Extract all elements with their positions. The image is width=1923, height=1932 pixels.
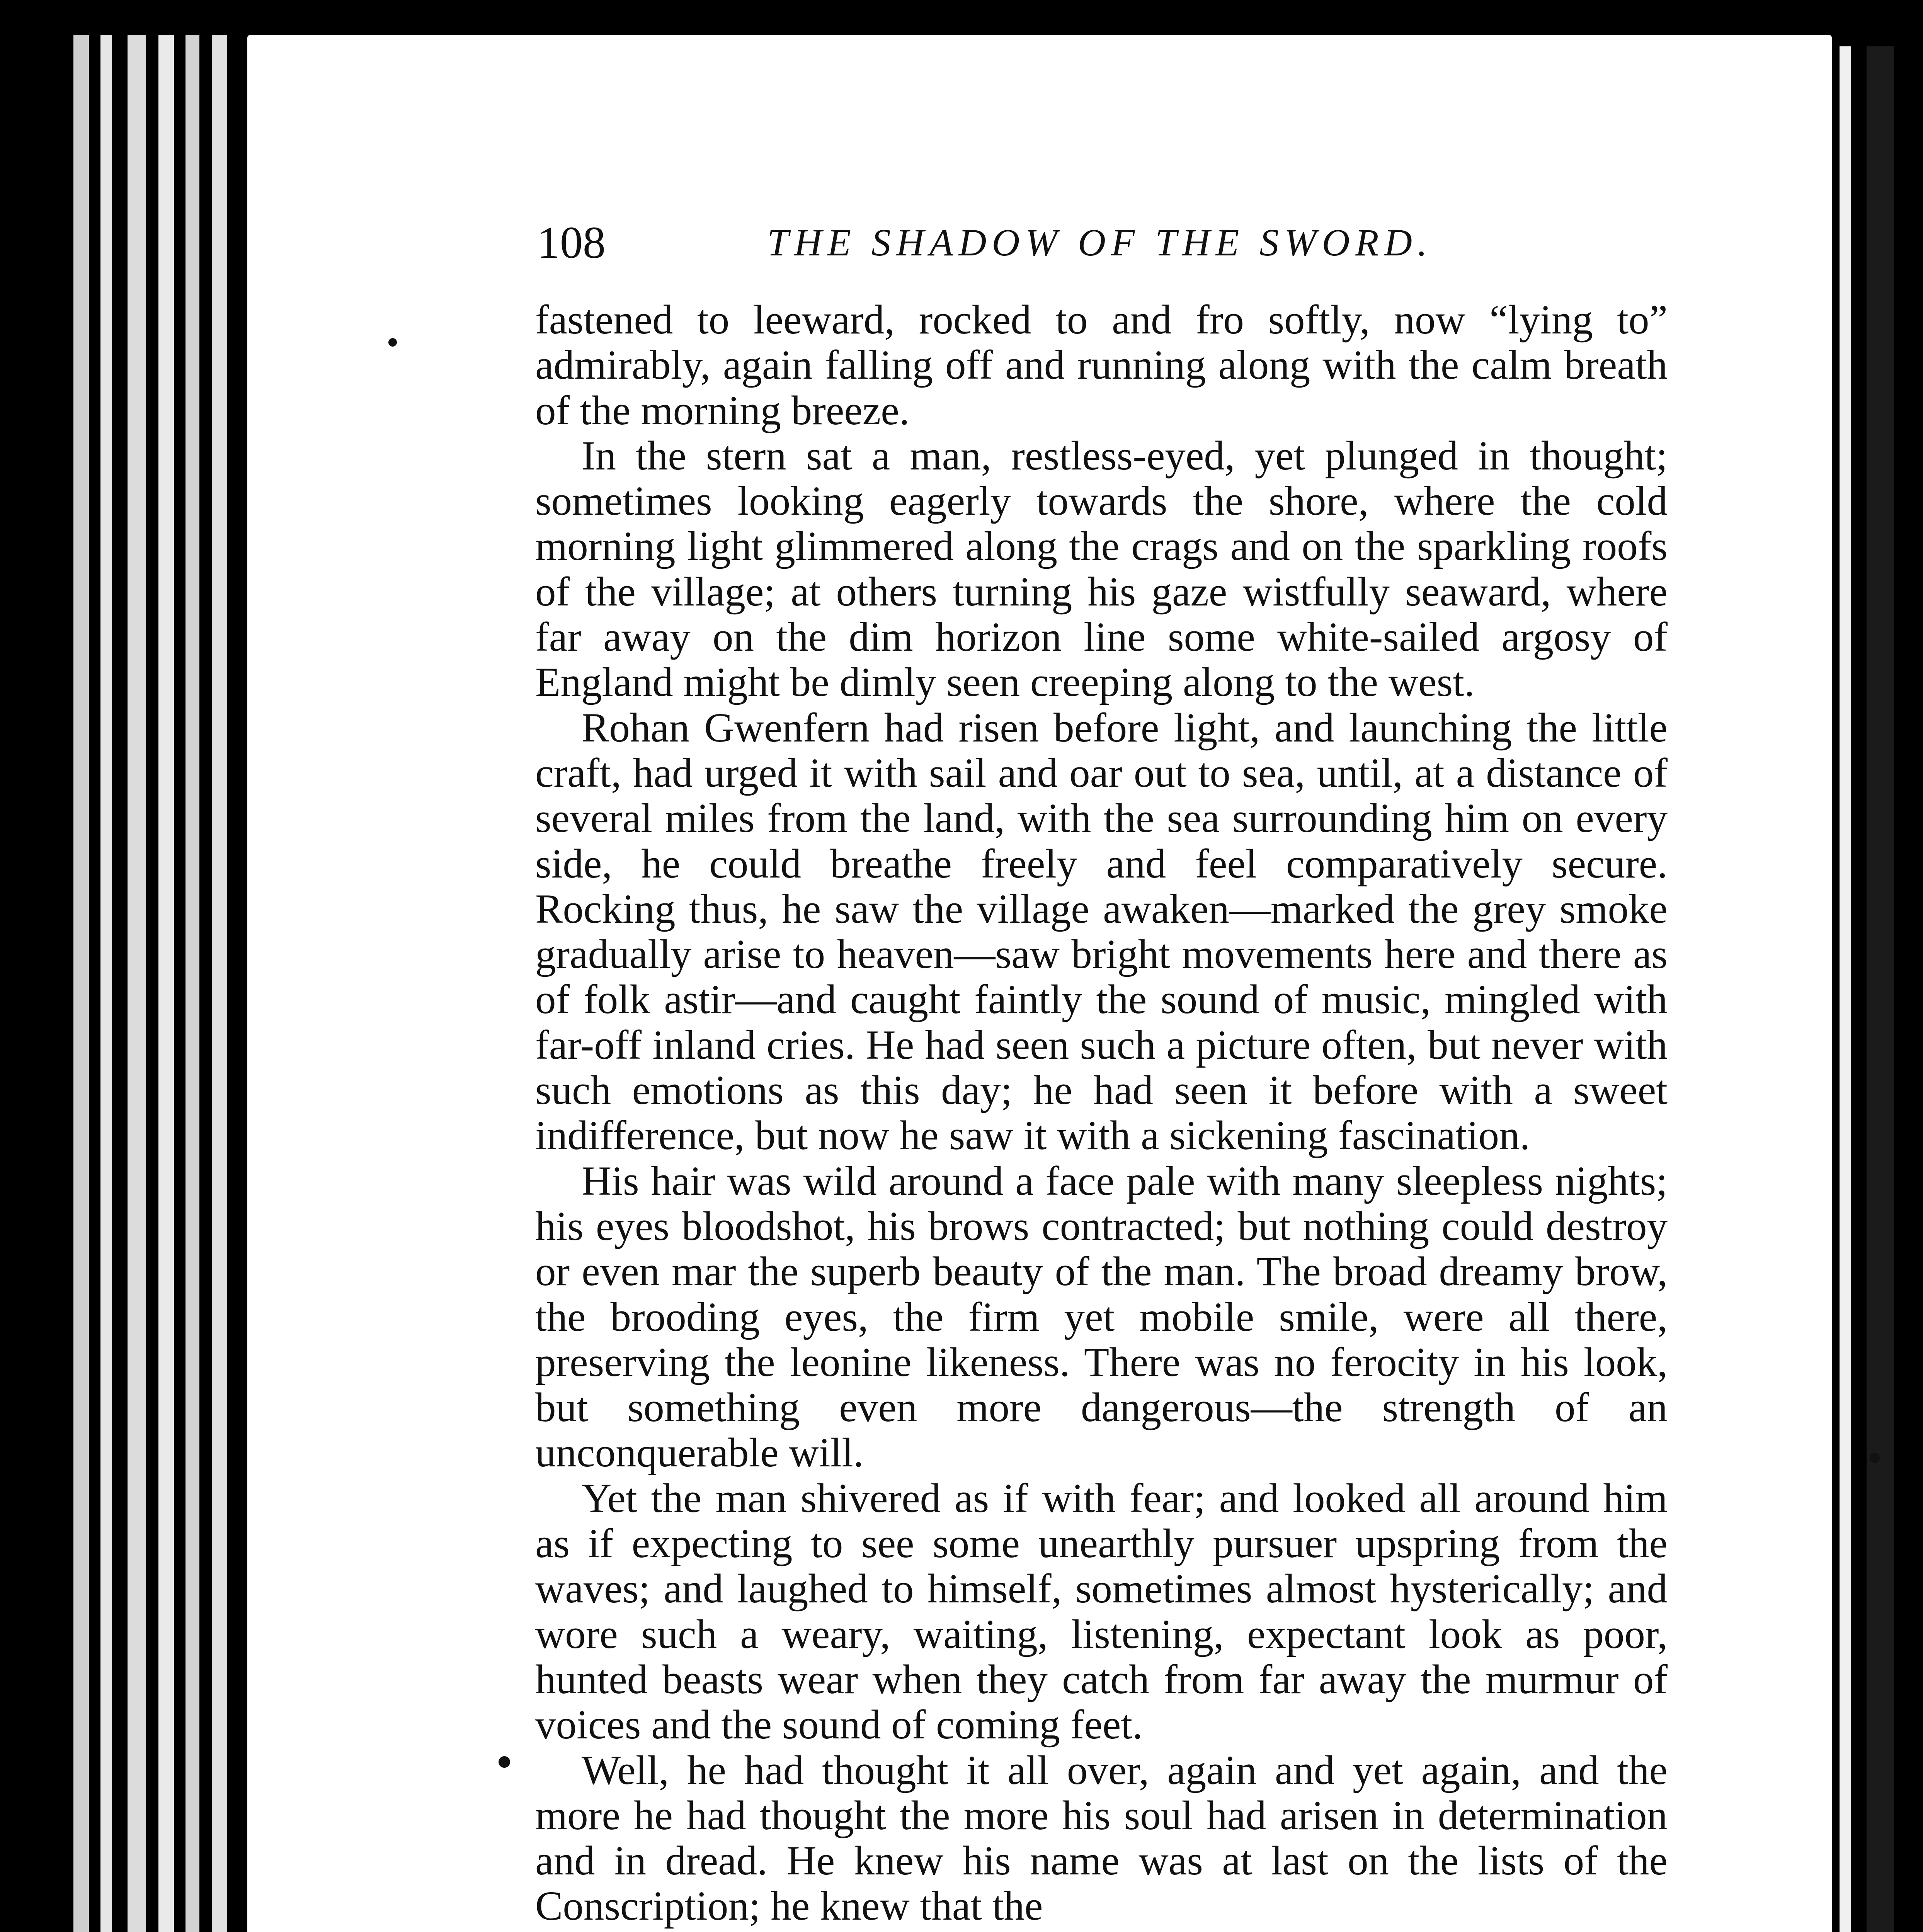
paragraph: Well, he had thought it all over, again and yet again, and the more he had thought the more his soul had arisen in determination and in dread. He knew his name was at last on the lists of the Conscription; he knew that the [535, 1747, 1668, 1929]
paragraph: Yet the man shivered as if with fear; and looked all around him as if expecting to see some unearthly pursuer upspring from the waves; and laughed to himself, sometimes almost hysterically; and wore such a weary, waiting, listening, expectant look as poor, hunted beasts wear when they catch from far away the murmur of voices and the sound of coming feet. [535, 1475, 1668, 1748]
page-edge [212, 35, 227, 1932]
paragraph: fastened to leeward, rocked to and fro softly, now “lying to” admirably, again falling off and running along with the calm breath of the morning breeze. [535, 297, 1668, 434]
page-edge [158, 35, 174, 1932]
page-number: 108 [537, 217, 606, 268]
running-title: THE SHADOW OF THE SWORD. [767, 221, 1433, 264]
page-edge [1840, 46, 1851, 1932]
body-text [535, 298, 1668, 1929]
paragraph: His hair was wild around a face pale with many sleepless nights; his eyes bloodshot, his brows contracted; but nothing could destroy or even mar the superb beauty of the man. The broad dreamy brow, the brooding eyes, the firm yet mobile smile, were all there, preserving the leonine likeness. There was no ferocity in his look, but something even more dangerous—the strength of an unconquerable will. [535, 1158, 1668, 1476]
scan-speck [1870, 1453, 1880, 1463]
binding-edge [1832, 0, 1923, 1932]
page-edge [100, 35, 112, 1932]
page-edge [73, 35, 89, 1932]
paragraph: Rohan Gwenfern had risen before light, and launching the little craft, had urged it with sail and oar out to sea, until, at a distance of several miles from the land, with the sea surrounding him on every side, he could breathe freely and feel comparatively secure. Rocking thus, he saw the village awaken—marked the grey smoke gradually arise to heaven—saw bright movements here and there as of folk astir—and caught faintly the sound of music, mingled with far-off inland cries. He had seen such a picture often, but never with such emotions as this day; he had seen it before with a sweet indifference, but now he saw it with a sickening fascination. [535, 705, 1668, 1159]
page-edge [185, 35, 199, 1932]
paragraph: In the stern sat a man, restless-eyed, yet plunged in thought; sometimes looking eagerly towards the shore, where the cold morning light glimmered along the crags and on the sparkling roofs of the village; at others turning his gaze wistfully seaward, where far away on the dim horizon line some white-sailed argosy of England might be dimly seen creeping along to the west. [535, 433, 1668, 706]
scan-speck [499, 1756, 510, 1768]
running-head [537, 216, 1677, 278]
book-page-edges [0, 0, 255, 1932]
page-edge [128, 35, 146, 1932]
binding-shadow [1867, 46, 1894, 1932]
scan-speck [388, 338, 397, 347]
